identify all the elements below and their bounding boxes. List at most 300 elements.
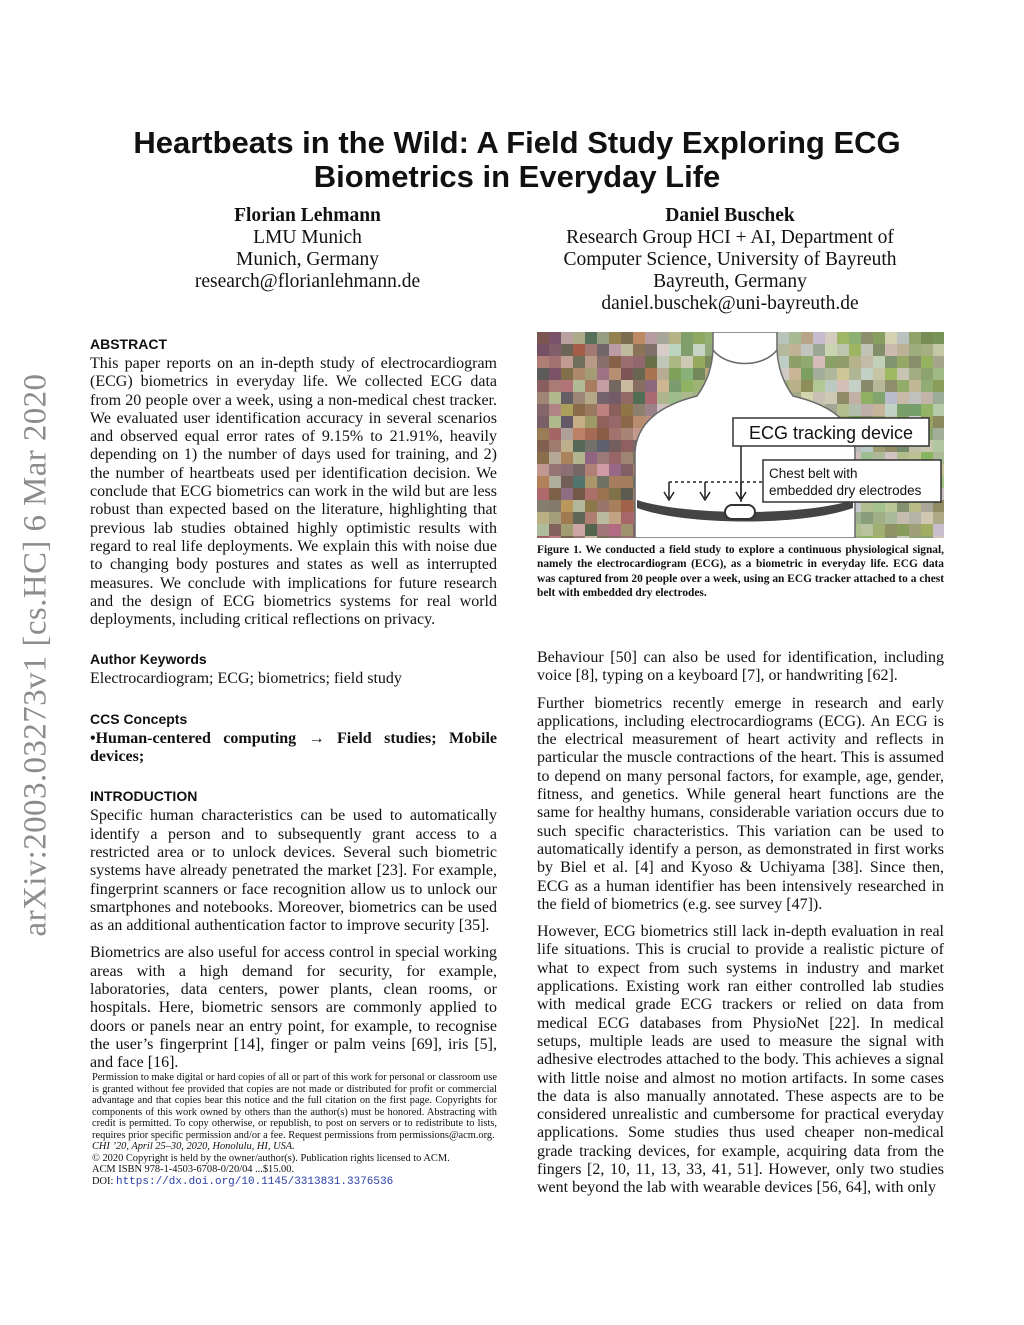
background-pixel bbox=[573, 512, 585, 524]
background-pixel bbox=[633, 368, 645, 380]
author-email[interactable]: research@florianlehmann.de bbox=[194, 271, 421, 292]
background-pixel bbox=[837, 356, 849, 368]
author-block-1 bbox=[170, 205, 445, 293]
background-pixel bbox=[609, 512, 621, 524]
background-pixel bbox=[573, 452, 585, 464]
background-pixel bbox=[897, 356, 909, 368]
background-pixel bbox=[621, 416, 633, 428]
background-pixel bbox=[549, 452, 561, 464]
background-pixel bbox=[861, 332, 873, 344]
background-pixel bbox=[561, 488, 573, 500]
background-pixel bbox=[837, 368, 849, 380]
background-pixel bbox=[657, 392, 669, 404]
background-pixel bbox=[849, 404, 861, 416]
background-pixel bbox=[549, 488, 561, 500]
intro-paragraph: Biometrics are also useful for access control in special working areas with a high demand for security, for example, laboratories, data centers, power plants, clean rooms, or hospitals. Here, biometric sensors are commonly applied to doors or panels near an entry point, for example, to recognise the user’s fingerprint [14], finger or palm veins [69], iris [5], and face [16]. bbox=[90, 944, 497, 1072]
background-pixel bbox=[597, 536, 609, 538]
background-pixel bbox=[573, 332, 585, 344]
right-column bbox=[537, 649, 944, 1207]
abstract-heading: ABSTRACT bbox=[90, 336, 167, 352]
author-location: Bayreuth, Germany bbox=[653, 271, 807, 292]
background-pixel bbox=[597, 404, 609, 416]
background-pixel bbox=[609, 428, 621, 440]
background-pixel bbox=[909, 380, 921, 392]
background-pixel bbox=[609, 368, 621, 380]
body-paragraph: However, ECG biometrics still lack in-depth evaluation in real life situations. This is crucial to provide a realistic picture of what to expect from such systems in industry and market applications. Existing work ran either controlled lab studies with medical grade ECG trackers or relied on data from medical ECG databases from PhysioNet [22]. In medical setups, multiple leads are used to measure the signal with adhesive electrodes attached to the body. This achieves a signal with little noise and almost no motion artifacts. In some cases the data is also manually annotated. These aspects are to be considered unrealistic and cumbersome for practical everyday applications. Some studies thus used cheaper non-medical grade tracking devices, for example, acquiring data from the fingers [2, 10, 11, 13, 33, 41, 51]. However, only two studies went beyond the lab with wearable devices [56, 64], with only bbox=[537, 923, 944, 1197]
arxiv-id: arXiv:2003.03273v1 [cs.HC] 6 Mar 2020 bbox=[17, 373, 54, 937]
background-pixel bbox=[549, 368, 561, 380]
background-pixel bbox=[561, 416, 573, 428]
background-pixel bbox=[933, 356, 944, 368]
background-pixel bbox=[873, 536, 885, 538]
background-pixel bbox=[573, 404, 585, 416]
background-pixel bbox=[609, 524, 621, 536]
background-pixel bbox=[861, 512, 873, 524]
background-pixel bbox=[585, 452, 597, 464]
ccs-heading: CCS Concepts bbox=[90, 710, 188, 727]
background-pixel bbox=[633, 344, 645, 356]
background-pixel bbox=[897, 404, 909, 416]
background-pixel bbox=[921, 392, 933, 404]
background-pixel bbox=[549, 524, 561, 536]
background-pixel bbox=[933, 332, 944, 344]
background-pixel bbox=[657, 332, 669, 344]
background-pixel bbox=[813, 356, 825, 368]
background-pixel bbox=[585, 416, 597, 428]
background-pixel bbox=[849, 368, 861, 380]
background-pixel bbox=[549, 404, 561, 416]
background-pixel bbox=[573, 524, 585, 536]
background-pixel bbox=[633, 380, 645, 392]
background-pixel bbox=[597, 416, 609, 428]
background-pixel bbox=[597, 476, 609, 488]
ecg-tracker-unit bbox=[725, 505, 755, 519]
background-pixel bbox=[561, 524, 573, 536]
body-paragraph: Further biometrics recently emerge in research and early applications, including electrocardiograms (ECG). An ECG is the electrical measurement of heart activity and reflects in particular the muscle contractions of the heart. This is assumed to depend on many personal factors, for example, age, gender, fitness, and genetics. While general heart functions are the same for healthy humans, considerable variation occurs due to such specific characteristics. This variation can be used to automatically identify a person, as demonstrated in first works by Biel et al. [4] and Kyoso & Uchiyama [38]. Since then, ECG as a human identifier has been intensively researched in the field of biometrics (e.g. see survey [47]). bbox=[537, 694, 944, 913]
background-pixel bbox=[597, 500, 609, 512]
background-pixel bbox=[621, 476, 633, 488]
doi-label: DOI: bbox=[92, 1175, 114, 1187]
background-pixel bbox=[909, 536, 921, 538]
author-affiliation: LMU Munich bbox=[253, 227, 362, 248]
background-pixel bbox=[537, 368, 549, 380]
background-pixel bbox=[573, 356, 585, 368]
background-pixel bbox=[837, 380, 849, 392]
background-pixel bbox=[933, 536, 944, 538]
background-pixel bbox=[837, 332, 849, 344]
background-pixel bbox=[549, 500, 561, 512]
background-pixel bbox=[609, 440, 621, 452]
background-pixel bbox=[537, 452, 549, 464]
background-pixel bbox=[621, 500, 633, 512]
background-pixel bbox=[825, 332, 837, 344]
background-pixel bbox=[873, 344, 885, 356]
background-pixel bbox=[573, 440, 585, 452]
background-pixel bbox=[801, 332, 813, 344]
background-pixel bbox=[909, 368, 921, 380]
background-pixel bbox=[537, 464, 549, 476]
background-pixel bbox=[573, 428, 585, 440]
background-pixel bbox=[561, 368, 573, 380]
background-pixel bbox=[825, 356, 837, 368]
background-pixel bbox=[849, 332, 861, 344]
background-pixel bbox=[921, 512, 933, 524]
background-pixel bbox=[537, 404, 549, 416]
background-pixel bbox=[585, 344, 597, 356]
background-pixel bbox=[621, 464, 633, 476]
background-pixel bbox=[693, 368, 705, 380]
background-pixel bbox=[669, 344, 681, 356]
background-pixel bbox=[609, 416, 621, 428]
background-pixel bbox=[909, 344, 921, 356]
background-pixel bbox=[813, 368, 825, 380]
background-pixel bbox=[597, 428, 609, 440]
background-pixel bbox=[885, 344, 897, 356]
background-pixel bbox=[693, 332, 705, 344]
background-pixel bbox=[561, 440, 573, 452]
background-pixel bbox=[597, 452, 609, 464]
background-pixel bbox=[561, 536, 573, 538]
background-pixel bbox=[885, 380, 897, 392]
background-pixel bbox=[597, 380, 609, 392]
background-pixel bbox=[885, 512, 897, 524]
background-pixel bbox=[897, 380, 909, 392]
background-pixel bbox=[681, 356, 693, 368]
background-pixel bbox=[537, 488, 549, 500]
author-block-2 bbox=[530, 205, 930, 315]
background-pixel bbox=[873, 356, 885, 368]
background-pixel bbox=[573, 476, 585, 488]
background-pixel bbox=[609, 404, 621, 416]
background-pixel bbox=[537, 332, 549, 344]
background-pixel bbox=[537, 356, 549, 368]
background-pixel bbox=[861, 368, 873, 380]
background-pixel bbox=[921, 524, 933, 536]
background-pixel bbox=[549, 512, 561, 524]
device-label: ECG tracking device bbox=[748, 423, 914, 443]
background-pixel bbox=[909, 392, 921, 404]
background-pixel bbox=[561, 428, 573, 440]
background-pixel bbox=[645, 368, 657, 380]
belt-label-line-1: Chest belt with bbox=[769, 466, 858, 481]
background-pixel bbox=[537, 500, 549, 512]
background-pixel bbox=[861, 392, 873, 404]
background-pixel bbox=[933, 368, 944, 380]
belt-label-line-2: embedded dry electrodes bbox=[769, 483, 922, 498]
background-pixel bbox=[597, 356, 609, 368]
background-pixel bbox=[873, 380, 885, 392]
background-pixel bbox=[633, 356, 645, 368]
background-pixel bbox=[549, 392, 561, 404]
background-pixel bbox=[537, 416, 549, 428]
background-pixel bbox=[897, 332, 909, 344]
venue-line: CHI ’20, April 25–30, 2020, Honolulu, HI, USA. bbox=[92, 1141, 295, 1152]
background-pixel bbox=[849, 380, 861, 392]
background-pixel bbox=[801, 368, 813, 380]
background-pixel bbox=[597, 344, 609, 356]
background-pixel bbox=[681, 332, 693, 344]
background-pixel bbox=[789, 368, 801, 380]
background-pixel bbox=[585, 536, 597, 538]
background-pixel bbox=[825, 380, 837, 392]
background-pixel bbox=[537, 392, 549, 404]
background-pixel bbox=[909, 332, 921, 344]
background-pixel bbox=[561, 512, 573, 524]
background-pixel bbox=[789, 380, 801, 392]
background-pixel bbox=[909, 512, 921, 524]
background-pixel bbox=[777, 332, 789, 344]
background-pixel bbox=[909, 404, 921, 416]
background-pixel bbox=[789, 356, 801, 368]
background-pixel bbox=[621, 488, 633, 500]
background-pixel bbox=[933, 344, 944, 356]
background-pixel bbox=[609, 344, 621, 356]
background-pixel bbox=[609, 380, 621, 392]
background-pixel bbox=[597, 392, 609, 404]
background-pixel bbox=[861, 524, 873, 536]
background-pixel bbox=[549, 332, 561, 344]
background-pixel bbox=[597, 512, 609, 524]
background-pixel bbox=[813, 380, 825, 392]
background-pixel bbox=[561, 404, 573, 416]
background-pixel bbox=[573, 464, 585, 476]
background-pixel bbox=[549, 476, 561, 488]
body-paragraph: Behaviour [50] can also be used for identification, including voice [8], typing on a keyboard [7], or handwriting [62]. bbox=[537, 649, 944, 685]
arxiv-stamp bbox=[6, 350, 66, 960]
background-pixel bbox=[537, 476, 549, 488]
background-pixel bbox=[897, 344, 909, 356]
background-pixel bbox=[801, 344, 813, 356]
background-pixel bbox=[621, 344, 633, 356]
background-pixel bbox=[837, 344, 849, 356]
background-pixel bbox=[549, 356, 561, 368]
background-pixel bbox=[657, 368, 669, 380]
background-pixel bbox=[933, 392, 944, 404]
background-pixel bbox=[933, 404, 944, 416]
background-pixel bbox=[861, 356, 873, 368]
background-pixel bbox=[921, 344, 933, 356]
background-pixel bbox=[597, 488, 609, 500]
background-pixel bbox=[645, 356, 657, 368]
background-pixel bbox=[933, 428, 944, 440]
figure-1 bbox=[537, 332, 944, 538]
permission-text: Permission to make digital or hard copies of all or part of this work for personal or classroom use is granted without fee provided that copies are not made or distributed for profit or commercial advantage and that copies bear this notice and the full citation on the first page. Copyrights for components of this work owned by others than the author(s) must be honored. Abstracting with credit is permitted. To copy otherwise, or republish, to post on servers or to redistribute to lists, requires prior specific permission and/or a fee. Request permissions from permissions@acm.org. bbox=[92, 1072, 497, 1141]
background-pixel bbox=[609, 356, 621, 368]
background-pixel bbox=[585, 332, 597, 344]
background-pixel bbox=[885, 392, 897, 404]
background-pixel bbox=[873, 392, 885, 404]
keywords-text: Electrocardiogram; ECG; biometrics; field study bbox=[90, 670, 402, 688]
doi-line bbox=[92, 1176, 497, 1189]
background-pixel bbox=[561, 452, 573, 464]
background-pixel bbox=[609, 392, 621, 404]
background-pixel bbox=[681, 380, 693, 392]
background-pixel bbox=[645, 332, 657, 344]
background-pixel bbox=[633, 404, 645, 416]
background-pixel bbox=[585, 368, 597, 380]
background-pixel bbox=[585, 488, 597, 500]
background-pixel bbox=[933, 416, 944, 428]
background-pixel bbox=[873, 512, 885, 524]
background-pixel bbox=[561, 332, 573, 344]
background-pixel bbox=[849, 392, 861, 404]
background-pixel bbox=[573, 392, 585, 404]
background-pixel bbox=[921, 332, 933, 344]
background-pixel bbox=[573, 380, 585, 392]
background-pixel bbox=[621, 368, 633, 380]
background-pixel bbox=[849, 356, 861, 368]
background-pixel bbox=[561, 500, 573, 512]
background-pixel bbox=[537, 440, 549, 452]
background-pixel bbox=[657, 356, 669, 368]
background-pixel bbox=[573, 500, 585, 512]
background-pixel bbox=[597, 524, 609, 536]
background-pixel bbox=[609, 452, 621, 464]
background-pixel bbox=[861, 344, 873, 356]
background-pixel bbox=[537, 428, 549, 440]
background-pixel bbox=[657, 380, 669, 392]
background-pixel bbox=[669, 332, 681, 344]
background-pixel bbox=[681, 344, 693, 356]
background-pixel bbox=[789, 344, 801, 356]
author-affiliation: Research Group HCI + AI, Department of bbox=[566, 227, 894, 248]
author-email[interactable]: daniel.buschek@uni-bayreuth.de bbox=[601, 293, 859, 314]
background-pixel bbox=[621, 536, 633, 538]
copyright-line: © 2020 Copyright is held by the owner/author(s). Publication rights licensed to ACM. bbox=[92, 1152, 450, 1164]
background-pixel bbox=[897, 536, 909, 538]
background-pixel bbox=[621, 356, 633, 368]
background-pixel bbox=[609, 488, 621, 500]
author-location: Munich, Germany bbox=[236, 249, 379, 270]
background-pixel bbox=[897, 392, 909, 404]
background-pixel bbox=[549, 440, 561, 452]
doi-link[interactable]: https://dx.doi.org/10.1145/3313831.3376536 bbox=[115, 1175, 394, 1188]
background-pixel bbox=[597, 332, 609, 344]
background-pixel bbox=[585, 476, 597, 488]
background-pixel bbox=[621, 524, 633, 536]
background-pixel bbox=[933, 440, 944, 452]
background-pixel bbox=[621, 452, 633, 464]
background-pixel bbox=[597, 368, 609, 380]
background-pixel bbox=[549, 380, 561, 392]
background-pixel bbox=[621, 392, 633, 404]
background-pixel bbox=[933, 512, 944, 524]
background-pixel bbox=[801, 380, 813, 392]
background-pixel bbox=[933, 524, 944, 536]
keywords-heading: Author Keywords bbox=[90, 651, 207, 668]
background-pixel bbox=[633, 332, 645, 344]
background-pixel bbox=[669, 380, 681, 392]
background-pixel bbox=[681, 368, 693, 380]
background-pixel bbox=[597, 464, 609, 476]
author-affiliation: Computer Science, University of Bayreuth bbox=[563, 249, 897, 270]
background-pixel bbox=[609, 500, 621, 512]
background-pixel bbox=[585, 464, 597, 476]
background-pixel bbox=[585, 428, 597, 440]
background-pixel bbox=[909, 524, 921, 536]
background-pixel bbox=[657, 344, 669, 356]
background-pixel bbox=[849, 344, 861, 356]
isbn-line: ACM ISBN 978-1-4503-6708-0/20/04 ...$15.00. bbox=[92, 1164, 295, 1175]
background-pixel bbox=[693, 356, 705, 368]
intro-paragraph: Specific human characteristics can be used to automatically identify a person and to subsequently grant access to a restricted area or to unlock devices. Several such biometric systems have already penetrated the market [23]. For example, fingerprint scanners or face recognition allow us to unlock our smartphones and notebooks. Moreover, biometrics can be used as an additional authentication factor to improve security [35]. bbox=[90, 807, 497, 935]
background-pixel bbox=[561, 344, 573, 356]
background-pixel bbox=[585, 512, 597, 524]
background-pixel bbox=[897, 368, 909, 380]
background-pixel bbox=[837, 404, 849, 416]
background-pixel bbox=[621, 428, 633, 440]
background-pixel bbox=[645, 380, 657, 392]
background-pixel bbox=[585, 500, 597, 512]
background-pixel bbox=[921, 368, 933, 380]
background-pixel bbox=[549, 464, 561, 476]
background-pixel bbox=[549, 536, 561, 538]
background-pixel bbox=[609, 476, 621, 488]
permission-block bbox=[92, 1072, 497, 1188]
background-pixel bbox=[585, 356, 597, 368]
background-pixel bbox=[645, 344, 657, 356]
background-pixel bbox=[873, 368, 885, 380]
background-pixel bbox=[885, 524, 897, 536]
background-pixel bbox=[897, 524, 909, 536]
background-pixel bbox=[885, 404, 897, 416]
introduction-heading: INTRODUCTION bbox=[90, 788, 198, 805]
background-pixel bbox=[789, 332, 801, 344]
background-pixel bbox=[537, 536, 549, 538]
background-pixel bbox=[801, 356, 813, 368]
background-pixel bbox=[921, 380, 933, 392]
background-pixel bbox=[549, 428, 561, 440]
background-pixel bbox=[873, 524, 885, 536]
background-pixel bbox=[837, 392, 849, 404]
background-pixel bbox=[609, 464, 621, 476]
background-pixel bbox=[921, 356, 933, 368]
background-pixel bbox=[909, 356, 921, 368]
abstract-text: This paper reports on an in-depth study of electrocardiogram (ECG) biometrics in everyday life. We collected ECG data from 20 people over a week, using a non-medical chest tracker. We evaluated user identification accuracy in several scenarios and observed equal error rates of 9.15% to 21.91%, heavily depending on 1) the number of days used for training, and 2) the number of heartbeats used per identification decision. We conclude that ECG biometrics can work in the wild but are less robust than expected based on the literature, highlighting that previous lab studies obtained highly optimistic results with regard to real life deployments. We explain this with noise due to changing body postures and states as well as interrupted measures. We conclude with implications for future research and the design of ECG biometrics systems for real world deployments, including critical reflections on privacy. bbox=[90, 355, 497, 629]
background-pixel bbox=[621, 380, 633, 392]
author-name: Florian Lehmann bbox=[234, 205, 381, 226]
background-pixel bbox=[537, 512, 549, 524]
left-column bbox=[90, 336, 497, 1082]
background-pixel bbox=[609, 332, 621, 344]
background-pixel bbox=[621, 512, 633, 524]
background-pixel bbox=[573, 536, 585, 538]
background-pixel bbox=[693, 344, 705, 356]
background-pixel bbox=[669, 356, 681, 368]
background-pixel bbox=[921, 404, 933, 416]
background-pixel bbox=[777, 344, 789, 356]
figure-illustration bbox=[537, 332, 944, 538]
background-pixel bbox=[669, 368, 681, 380]
background-pixel bbox=[861, 536, 873, 538]
background-pixel bbox=[573, 416, 585, 428]
background-pixel bbox=[921, 536, 933, 538]
background-pixel bbox=[825, 344, 837, 356]
background-pixel bbox=[861, 380, 873, 392]
background-pixel bbox=[585, 404, 597, 416]
background-pixel bbox=[621, 440, 633, 452]
background-pixel bbox=[585, 392, 597, 404]
background-pixel bbox=[561, 380, 573, 392]
background-pixel bbox=[825, 392, 837, 404]
background-pixel bbox=[873, 404, 885, 416]
background-pixel bbox=[573, 368, 585, 380]
background-pixel bbox=[573, 344, 585, 356]
background-pixel bbox=[825, 368, 837, 380]
background-pixel bbox=[873, 332, 885, 344]
background-pixel bbox=[561, 392, 573, 404]
ccs-text: •Human-centered computing → Field studies; Mobile devices; bbox=[90, 729, 497, 766]
